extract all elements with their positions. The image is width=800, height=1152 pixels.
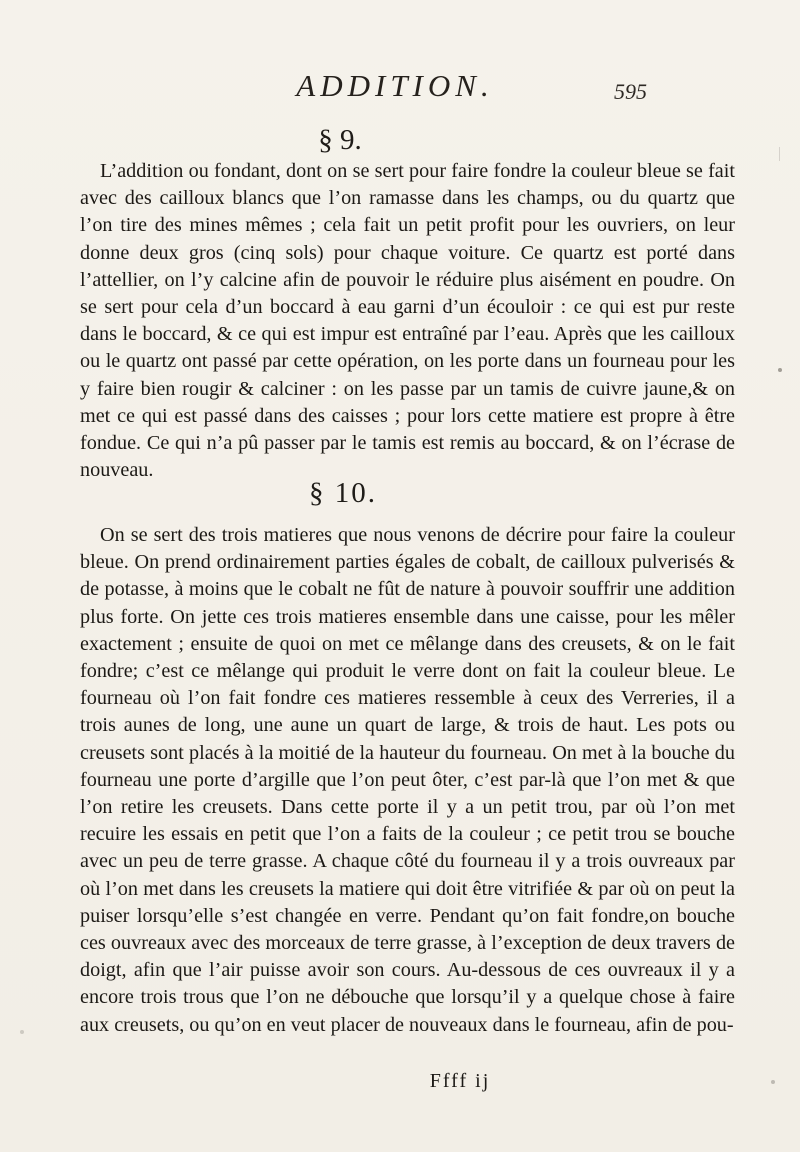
page-edge-mark (779, 147, 788, 161)
ink-speck (771, 1080, 775, 1084)
paragraph-section-9: L’addition ou fondant, dont on se sert pour faire fondre la couleur bleue se fait avec des cailloux blancs que l’on ramasse dans les champs, ou du quartz que l’on tire des mines mêmes ; cela fait un petit profit pour les ouvriers, on leur donne deux gros (cinq sols) pour chaque voiture. Ce quartz est porté dans l’attellier, on l’y calcine afin de pouvoir le réduire plus aisément en poudre. On se sert pour cela d’un boccard à eau garni d’un écouloir : ce qui est pur reste dans le boccard, & ce qui est impur est entraîné par l’eau. Après que les cailloux ou le quartz ont passé par cette opération, on les porte dans un fourneau pour les y faire bien rougir & calciner : on les passe par un tamis de cuivre jaune,& on met ce qui est passé dans des caisses ; pour lors cette matiere est propre à être fondue. Ce qui n’a pû passer par le tamis est remis au boccard, & on l’écrase de nouveau. (80, 160, 735, 482)
ink-speck (778, 368, 782, 372)
running-head: ADDITION. (296, 68, 494, 103)
paragraph-section-10: On se sert des trois matieres que nous venons de décrire pour faire la couleur bleue. On prend ordinairement parties égales de cobalt, de cailloux pulverisés & de potasse, à moins que le cobalt ne fût de nature à pouvoir souffrir une addition plus forte. On jette ces trois matieres ensemble dans une caisse, pour les mêler exactement ; ensuite de quoi on met ce mêlange dans des creusets, & on le fait fondre; c’est ce mêlange qui produit le verre dont on fait la couleur bleue. Le fourneau où l’on fait fondre ces matieres ressemble à ceux des Verreries, il a trois aunes de long, une aune un quart de large, & trois de haut. Les pots ou creusets sont placés à la moitié de la hauteur du fourneau. On met à la bouche du fourneau une porte d’argille que l’on peut ôter, c’est par-là que l’on met & que l’on retire les creusets. Dans cette porte il y a un petit trou, par où l’on met recuire les essais en petit que l’on a faits de la couleur ; ce petit trou se bouche avec un peu de terre grasse. A chaque côté du fourneau il y a trois ouvreaux par où l’on met dans les creusets la matiere qui doit être vitrifiée & par où on peut la puiser lorsqu’elle s’est changée en verre. Pendant qu’on fait fondre,on bouche ces ouvreaux avec des morceaux de terre grasse, à l’exception de deux travers de doigt, afin que l’air puisse avoir son cours. Au-dessous de ces ouvreaux il y a encore trois trous que l’on ne débouche que lorsqu’il y a quelque chose à faire aux creusets, ou qu’on en veut placer de nouveaux dans le fourneau, afin de pou- (80, 524, 735, 1036)
ink-speck (20, 1030, 24, 1034)
page-number: 595 (614, 79, 647, 104)
section-heading-10: § 10. (309, 477, 377, 509)
section-heading-9: § 9. (318, 124, 362, 156)
page-header (0, 70, 800, 110)
signature-line (0, 1069, 800, 1093)
signature-mark: Ffff ij (429, 1070, 491, 1092)
